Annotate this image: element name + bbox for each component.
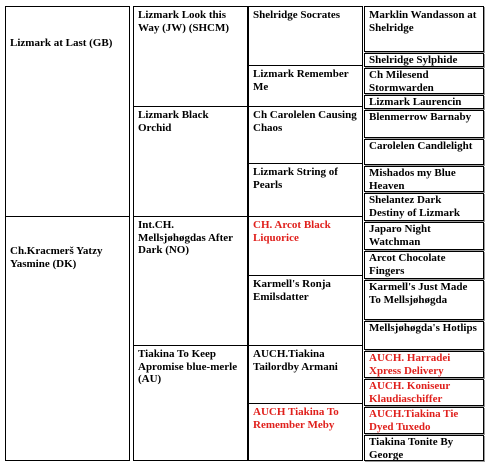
pedigree-gen2-1 [133, 6, 248, 107]
pedigree-name: AUCH. Koniseur Klaudiaschiffer [369, 380, 451, 405]
pedigree-name: AUCH.Tiakina Tie Dyed Tuxedo [369, 408, 459, 433]
pedigree-name: Lizmark String of Pearls [253, 166, 338, 191]
pedigree-gen3-2 [248, 65, 363, 107]
pedigree-name: Ch Carolelen Causing Chaos [253, 109, 357, 134]
pedigree-name: Lizmark Remember Me [253, 68, 349, 93]
pedigree-gen4-14 [364, 379, 484, 406]
pedigree-gen4-11 [364, 280, 484, 320]
pedigree-gen4-10 [364, 251, 484, 279]
pedigree-gen2-3 [133, 216, 248, 346]
pedigree-gen4-5 [364, 110, 484, 138]
pedigree-gen4-16 [364, 435, 484, 461]
pedigree-name: Carolelen Candlelight [369, 140, 473, 152]
pedigree-gen3-3 [248, 106, 363, 164]
pedigree-name: Arcot Chocolate Fingers [369, 252, 446, 277]
pedigree-gen4-4 [364, 95, 484, 109]
pedigree-name: Karmell's Ronja Emilsdatter [253, 278, 331, 303]
pedigree-name: Blenmerrow Barnaby [369, 111, 472, 123]
pedigree-name: Tiakina Tonite By George [369, 436, 454, 461]
pedigree-name: Lizmark at Last (GB) [10, 37, 113, 49]
pedigree-gen3-1 [248, 6, 363, 66]
pedigree-name: Ch Milesend Stormwarden [369, 69, 434, 94]
pedigree-gen4-1 [364, 6, 484, 52]
pedigree-gen3-8 [248, 403, 363, 461]
pedigree-gen4-3 [364, 68, 484, 94]
pedigree-gen3-5 [248, 216, 363, 276]
pedigree-gen4-6 [364, 139, 484, 165]
pedigree-name: Lizmark Look this Way (JW) (SHCM) [138, 9, 230, 34]
pedigree-gen3-7 [248, 345, 363, 404]
pedigree-gen4-12 [364, 321, 484, 350]
pedigree-dam [5, 216, 130, 461]
pedigree-gen3-4 [248, 163, 363, 217]
pedigree-name: Ch.Kracmerš Yatzy Yasmine (DK) [10, 245, 103, 270]
pedigree-gen2-2 [133, 106, 248, 217]
pedigree-name: Shelantez Dark Destiny of Lizmark [369, 194, 461, 219]
pedigree-name: Lizmark Black Orchid [138, 109, 209, 134]
pedigree-table [5, 6, 486, 461]
pedigree-gen4-13 [364, 351, 484, 378]
pedigree-name: AUCH Tiakina To Remember Meby [253, 406, 339, 431]
pedigree-name: CH. Arcot Black Liquorice [253, 219, 331, 244]
pedigree-name: Tiakina To Keep Apromise blue-merle (AU) [138, 348, 238, 385]
pedigree-gen4-2 [364, 53, 484, 67]
pedigree-name: Marklin Wandasson at Shelridge [369, 9, 477, 34]
pedigree-name: Int.CH. Mellsjøhøgdas After Dark (NO) [138, 219, 233, 256]
pedigree-name: Japaro Night Watchman [369, 223, 431, 248]
pedigree-name: AUCH.Tiakina Tailordby Armani [253, 348, 338, 373]
pedigree-gen4-7 [364, 166, 484, 192]
pedigree-name: AUCH. Harradei Xpress Delivery [369, 352, 451, 377]
pedigree-gen4-15 [364, 407, 484, 434]
pedigree-gen4-9 [364, 222, 484, 250]
pedigree-name: Shelridge Sylphide [369, 54, 458, 66]
pedigree-gen3-6 [248, 275, 363, 346]
pedigree-name: Karmell's Just Made To Mellsjøhøgda [369, 281, 468, 306]
pedigree-name: Lizmark Laurencin [369, 96, 462, 108]
pedigree-name: Shelridge Socrates [253, 9, 341, 21]
pedigree-gen2-4 [133, 345, 248, 461]
pedigree-name: Mellsjøhøgda's Hotlips [369, 322, 477, 334]
pedigree-gen4-8 [364, 193, 484, 221]
pedigree-name: Mishados my Blue Heaven [369, 167, 456, 192]
pedigree-sire [5, 6, 130, 217]
